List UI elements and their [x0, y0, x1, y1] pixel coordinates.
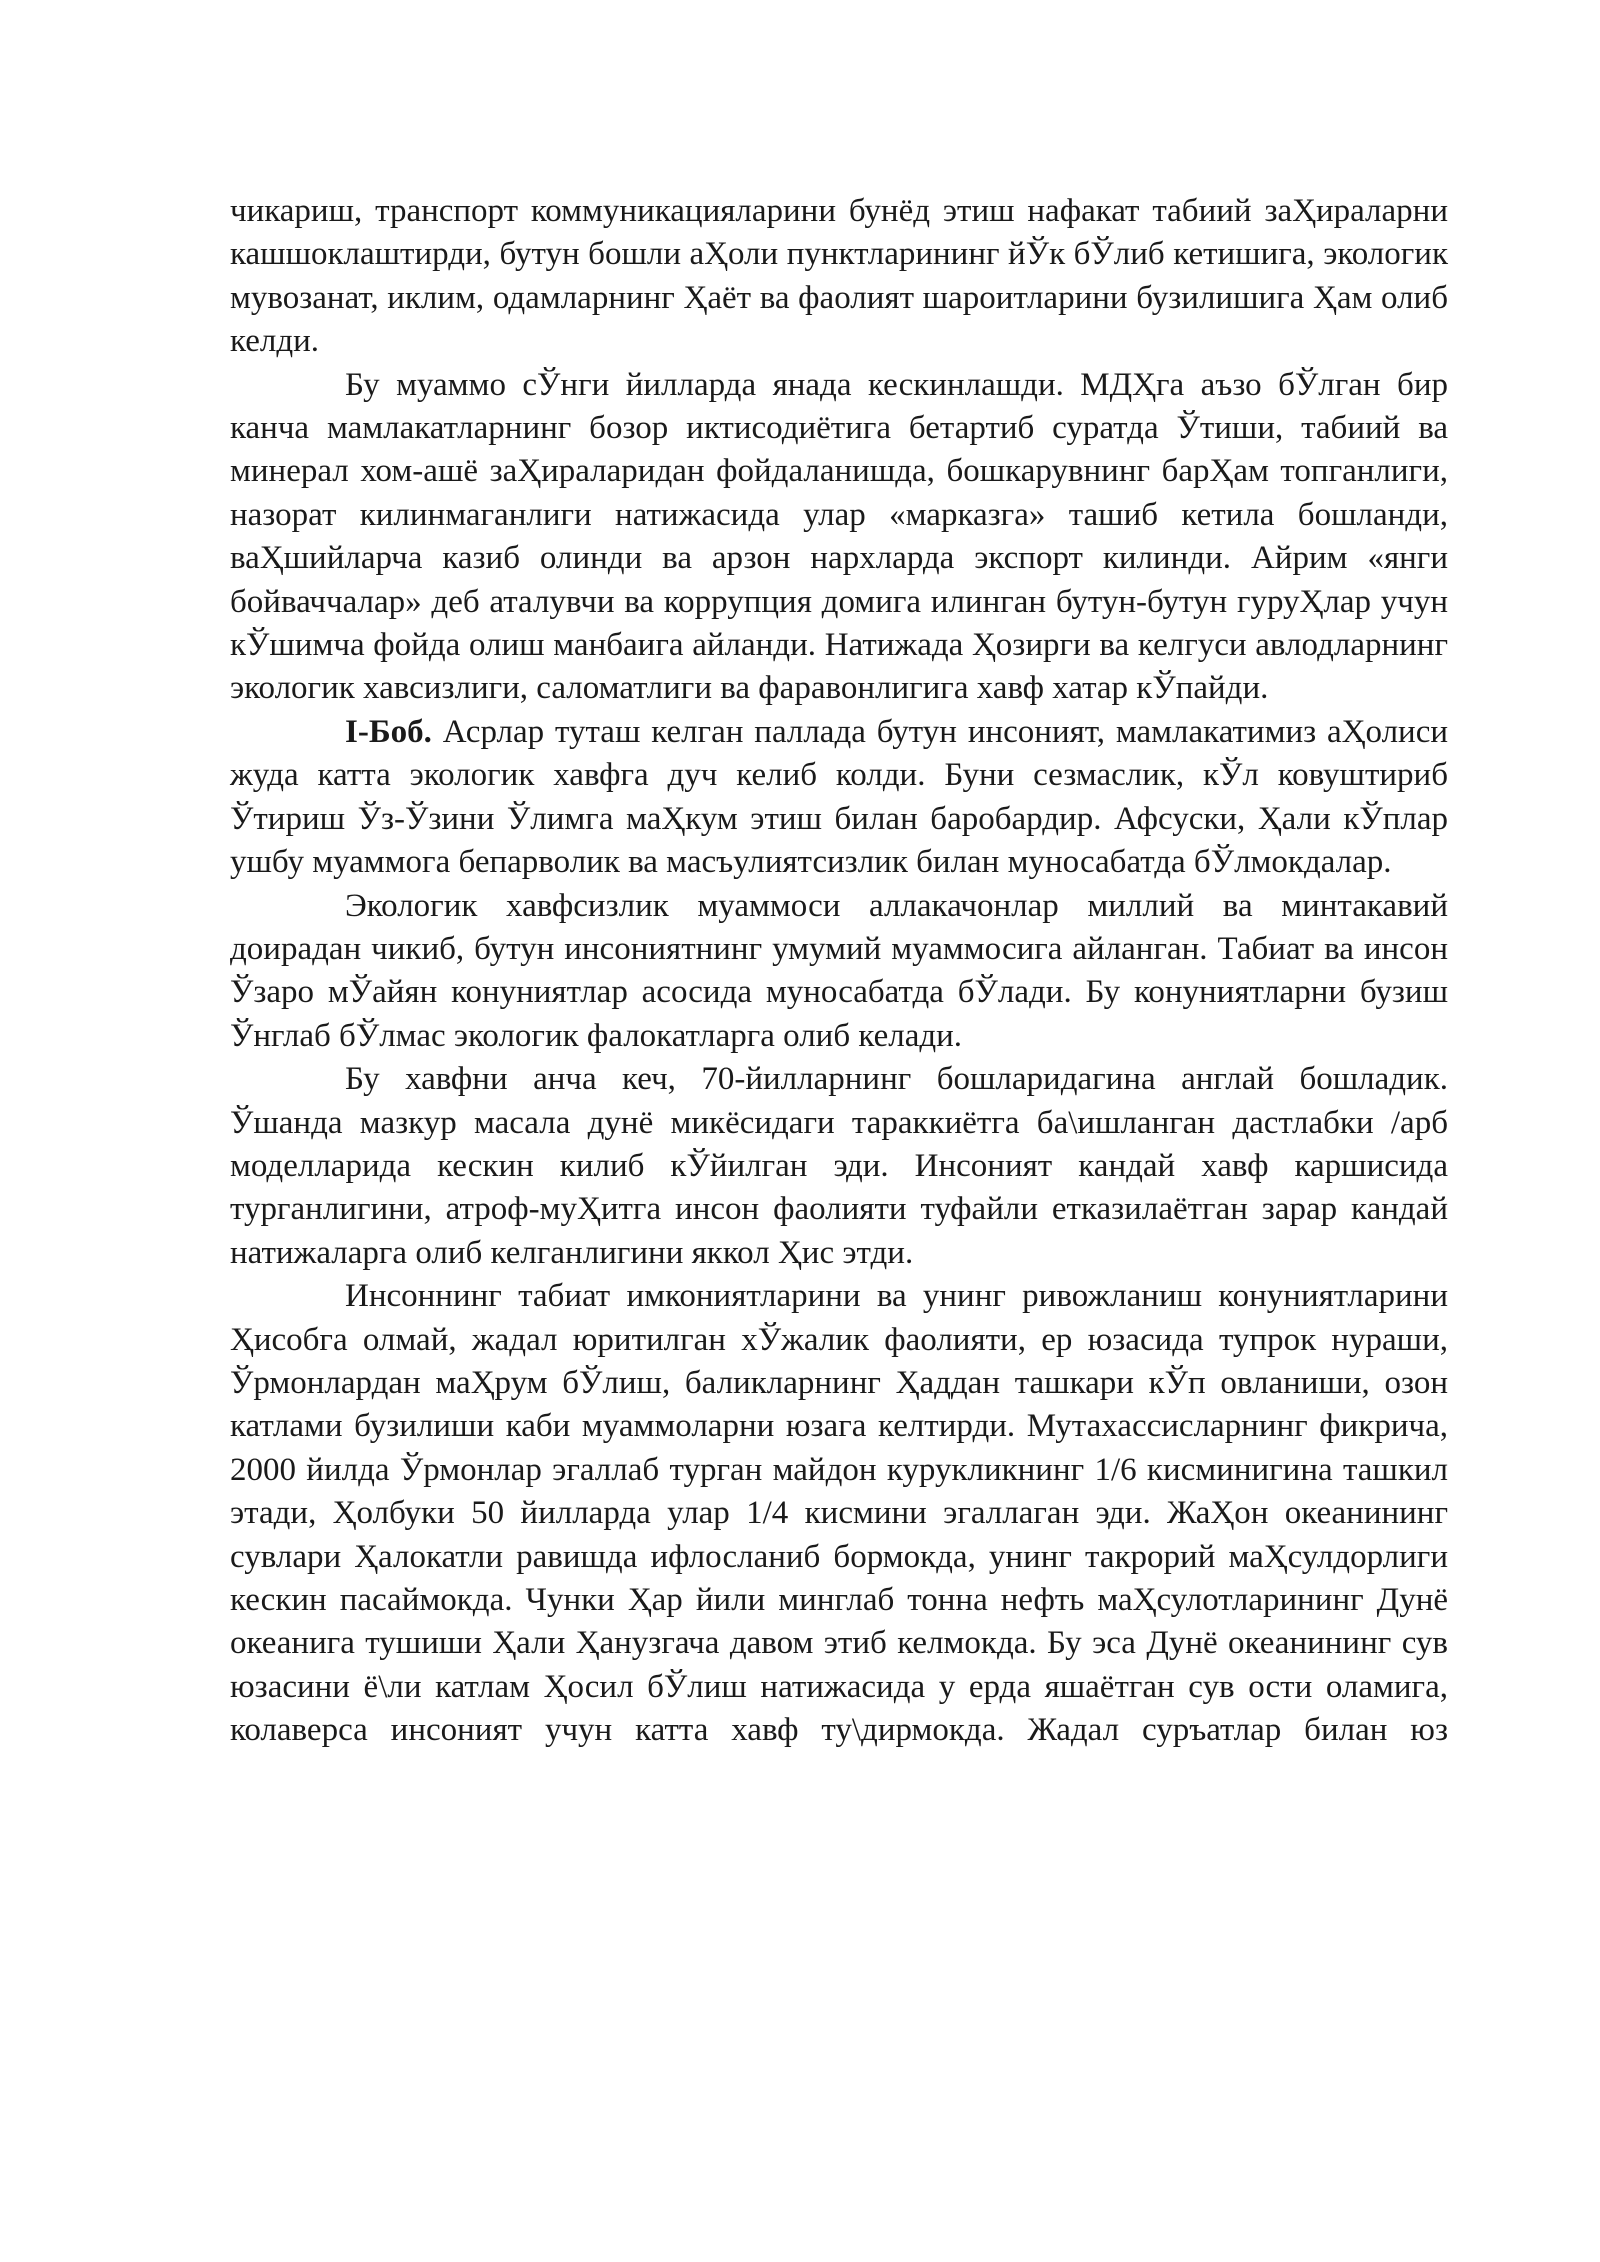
paragraph-1 — [230, 190, 1448, 364]
paragraph-text: Инсоннинг табиат имкониятларини ва унинг ривожланиш конуниятларини Ҳисобга олмай, жадал юритилган хЎжалик фаолияти, ер юзасида тупрок нураши, Ўрмонлардан маҲрум бЎлиш, баликларнинг Ҳаддан ташкари кЎп овланиши, озон катлами бузилиши каби муаммоларни юзага келтирди. Мутахассисларнинг фикрича, 2000 йилда Ўрмонлар эгаллаб турган майдон курукликнинг 1/6 кисминигина ташкил этади, Ҳолбуки 50 йилларда улар 1/4 кисмини эгаллаган эди. ЖаҲон океанининг сувлари Ҳалокатли равишда ифлосланиб бормокда, унинг такрорий маҲсулдорлиги кескин пасаймокда. Чунки Ҳар йили минглаб тонна нефть маҲсулотларининг Дунё океанига тушиши Ҳали Ҳанузгача давом этиб келмокда. Бу эса Дунё океанининг сув юзасини ё\ли катлам Ҳосил бЎлиш натижасида у ерда яшаётган сув ости оламига, колаверса инсоният учун катта хавф ту\дирмокда. Жадал суръатлар билан юз — [230, 1278, 1448, 1749]
paragraph-5 — [230, 1058, 1448, 1275]
paragraph-text: чикариш, транспорт коммуникацияларини бунёд этиш нафакат табиий заҲираларни кашшоклаштирди, бутун бошли аҲоли пунктларининг йЎк бЎлиб кетишига, экологик мувозанат, иклим, одамларнинг Ҳаёт ва фаолият шароитларини бузилишига Ҳам олиб келди. — [230, 193, 1448, 360]
paragraph-6 — [230, 1275, 1448, 1752]
paragraph-text: Асрлар туташ келган паллада бутун инсоният, мамлакатимиз аҲолиси жуда катта экологик хавфга дуч келиб колди. Буни сезмаслик, кЎл ковуштириб Ўтириш Ўз-Ўзини Ўлимга маҲкум этиш билан баробардир. Афсуски, Ҳали кЎплар ушбу муаммога бепарволик ва масъулиятсизлик билан муносабатда бЎлмокдалар. — [230, 713, 1448, 881]
document-page — [230, 190, 1448, 1753]
paragraph-4 — [230, 885, 1448, 1059]
paragraph-2 — [230, 364, 1448, 711]
chapter-heading-label: I-Боб. — [345, 713, 432, 750]
paragraph-text: Бу муаммо сЎнги йилларда янада кескинлашди. МДҲга аъзо бЎлган бир канча мамлакатларнинг бозор иктисодиётига бетартиб суратда Ўтиши, табиий ва минерал хом-ашё заҲираларидан фойдаланишда, бошкарувнинг барҲам топганлиги, назорат килинмаганлиги натижасида улар «марказга» ташиб кетила бошланди, ваҲшийларча казиб олинди ва арзон нархларда экспорт килинди. Айрим «янги бойваччалар» деб аталувчи ва коррупция домига илинган бутун-бутун гуруҲлар учун кЎшимча фойда олиш манбаига айланди. Натижада Ҳозирги ва келгуси авлодларнинг экологик хавсизлиги, саломатлиги ва фаравонлигига хавф хатар кЎпайди. — [230, 366, 1448, 707]
paragraph-3 — [230, 711, 1448, 885]
paragraph-text: Бу хавфни анча кеч, 70-йилларнинг бошларидагина англай бошладик. Ўшанда мазкур масала дунё микёсидаги тараккиётга ба\ишланган дастлабки /арб моделларида кескин килиб кЎйилган эди. Инсоният кандай хавф каршисида турганлигини, атроф-муҲитга инсон фаолияти туфайли етказилаётган зарар кандай натижаларга олиб келганлигини яккол Ҳис этди. — [230, 1061, 1448, 1271]
paragraph-text: Экологик хавфсизлик муаммоси аллакачонлар миллий ва минтакавий доирадан чикиб, бутун инсониятнинг умумий муаммосига айланган. Табиат ва инсон Ўзаро мЎайян конуниятлар асосида муносабатда бЎлади. Бу конуниятларни бузиш Ўнглаб бЎлмас экологик фалокатларга олиб келади. — [230, 887, 1448, 1054]
